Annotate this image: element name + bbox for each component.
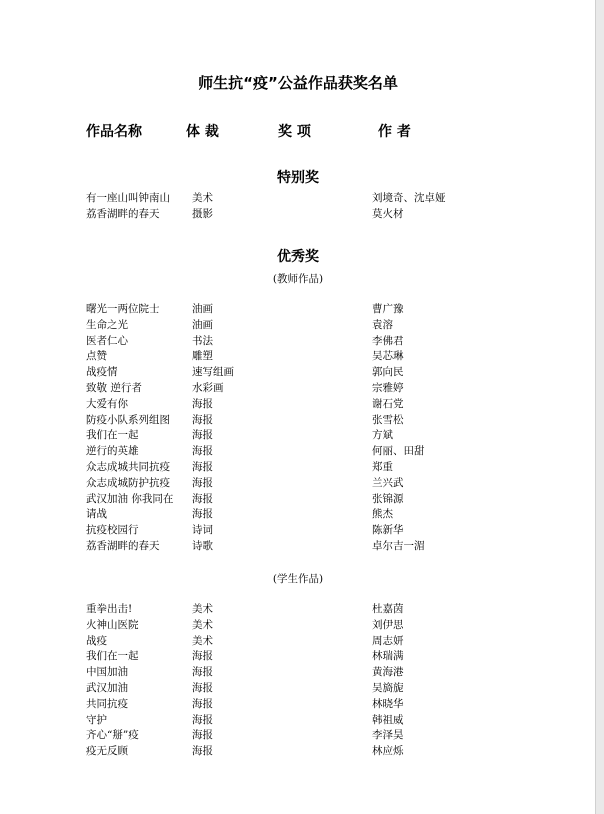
work-title: 致敬 逆行者 — [86, 381, 142, 394]
work-genre: 诗歌 — [192, 539, 213, 552]
work-title: 我们在一起 — [86, 429, 139, 442]
work-title: 请战 — [86, 508, 107, 521]
award-row — [0, 665, 596, 681]
award-row — [0, 318, 596, 334]
award-row — [0, 381, 596, 397]
work-author: 吴旖旎 — [372, 681, 404, 694]
work-author: 郭向民 — [372, 366, 404, 379]
work-author: 周志妍 — [372, 634, 404, 647]
work-author: 熊杰 — [372, 508, 393, 521]
work-genre: 海报 — [192, 460, 213, 473]
work-author: 黄海港 — [372, 666, 404, 679]
work-author: 张锦源 — [372, 492, 404, 505]
work-author: 卓尔吉一湄 — [372, 539, 425, 552]
work-author: 袁溶 — [372, 318, 393, 331]
award-row — [0, 191, 596, 207]
award-row — [0, 302, 596, 318]
award-row — [0, 728, 596, 744]
work-title: 我们在一起 — [86, 650, 139, 663]
award-row — [0, 349, 596, 365]
award-row — [0, 697, 596, 713]
work-title: 火神山医院 — [86, 618, 139, 631]
work-title: 齐心“掰”疫 — [86, 729, 139, 742]
work-author: 刘伊思 — [372, 618, 404, 631]
work-author: 兰兴武 — [372, 476, 404, 489]
award-row — [0, 523, 596, 539]
work-genre: 海报 — [192, 729, 213, 742]
award-row — [0, 413, 596, 429]
work-title: 战疫 — [86, 634, 107, 647]
special-award-heading: 特别奖 — [277, 170, 319, 186]
work-genre: 速写组画 — [192, 366, 234, 379]
work-title: 曙光一两位院士 — [86, 303, 160, 315]
teacher-works-list — [0, 302, 596, 555]
work-genre: 油画 — [192, 318, 213, 331]
work-author: 韩祖威 — [372, 713, 404, 726]
work-title: 中国加油 — [86, 666, 128, 679]
work-genre: 摄影 — [192, 207, 213, 220]
work-genre: 美术 — [192, 618, 213, 631]
work-title: 逆行的英雄 — [86, 445, 139, 458]
work-genre: 海报 — [192, 429, 213, 442]
work-title: 武汉加油 — [86, 681, 128, 694]
award-row — [0, 507, 596, 523]
award-row — [0, 444, 596, 460]
work-genre: 水彩画 — [192, 381, 224, 394]
award-row — [0, 634, 596, 650]
work-title: 守护 — [86, 713, 107, 726]
award-row — [0, 539, 596, 555]
work-genre: 雕塑 — [192, 350, 213, 363]
work-title: 共同抗疫 — [86, 697, 128, 710]
header-author: 作 者 — [378, 124, 411, 140]
work-title: 荔香湖畔的春天 — [86, 539, 160, 552]
header-work: 作品名称 — [86, 124, 142, 140]
award-row — [0, 334, 596, 350]
work-genre: 海报 — [192, 397, 213, 410]
award-row — [0, 476, 596, 492]
work-author: 陈新华 — [372, 524, 404, 537]
work-genre: 书法 — [192, 334, 213, 347]
header-genre: 体 裁 — [186, 124, 219, 140]
work-genre: 美术 — [192, 634, 213, 647]
special-award-list — [0, 191, 596, 223]
work-author: 刘境奇、沈卓娅 — [372, 192, 446, 204]
work-title: 武汉加油 你我同在 — [86, 492, 174, 505]
work-author: 方斌 — [372, 429, 393, 442]
work-genre: 美术 — [192, 192, 213, 204]
work-genre: 海报 — [192, 413, 213, 426]
work-genre: 海报 — [192, 681, 213, 694]
work-author: 李佛君 — [372, 334, 404, 347]
work-author: 林晓华 — [372, 697, 404, 710]
work-author: 林瑞满 — [372, 650, 404, 663]
award-row — [0, 397, 596, 413]
work-title: 医者仁心 — [86, 334, 128, 347]
work-genre: 海报 — [192, 697, 213, 710]
work-title: 有一座山叫钟南山 — [86, 192, 170, 204]
header-award: 奖 项 — [278, 124, 311, 140]
award-row — [0, 744, 596, 760]
work-genre: 海报 — [192, 508, 213, 521]
page-edge — [595, 0, 604, 814]
award-row — [0, 649, 596, 665]
award-row — [0, 460, 596, 476]
award-row — [0, 428, 596, 444]
work-genre: 美术 — [192, 603, 213, 615]
work-genre: 海报 — [192, 476, 213, 489]
work-genre: 海报 — [192, 445, 213, 458]
student-works-list — [0, 602, 596, 760]
award-row — [0, 713, 596, 729]
work-title: 众志成城防护抗疫 — [86, 476, 170, 489]
work-title: 点赞 — [86, 350, 107, 363]
work-author: 宗雅婷 — [372, 381, 404, 394]
award-row — [0, 602, 596, 618]
award-row — [0, 365, 596, 381]
work-title: 抗疫校园行 — [86, 524, 139, 537]
work-title: 疫无反顾 — [86, 745, 128, 758]
work-title: 众志成城共同抗疫 — [86, 460, 170, 473]
work-genre: 诗词 — [192, 524, 213, 537]
work-genre: 海报 — [192, 666, 213, 679]
work-author: 何丽、田甜 — [372, 445, 425, 458]
document-title: 师生抗“疫”公益作品获奖名单 — [198, 74, 398, 92]
student-works-label: (学生作品) — [272, 573, 324, 585]
work-title: 大爱有你 — [86, 397, 128, 410]
work-author: 张雪松 — [372, 413, 404, 426]
work-author: 谢石党 — [372, 397, 404, 410]
work-author: 郑重 — [372, 460, 393, 473]
excellent-award-heading: 优秀奖 — [277, 249, 319, 265]
work-genre: 海报 — [192, 745, 213, 758]
work-title: 荔香湖畔的春天 — [86, 207, 160, 220]
work-author: 吴芯琳 — [372, 350, 404, 363]
work-author: 曹广豫 — [372, 303, 404, 315]
work-author: 莫火材 — [372, 207, 404, 220]
work-author: 李泽昊 — [372, 729, 404, 742]
work-title: 防疫小队系列组图 — [86, 413, 170, 426]
award-row — [0, 207, 596, 223]
work-title: 重拳出击! — [86, 603, 133, 615]
work-author: 杜嘉茵 — [372, 603, 404, 615]
work-genre: 海报 — [192, 713, 213, 726]
work-genre: 油画 — [192, 303, 213, 315]
award-row — [0, 618, 596, 634]
teacher-works-label: (教师作品) — [272, 273, 324, 285]
award-row — [0, 681, 596, 697]
work-genre: 海报 — [192, 650, 213, 663]
work-title: 生命之光 — [86, 318, 128, 331]
award-row — [0, 492, 596, 508]
work-genre: 海报 — [192, 492, 213, 505]
work-author: 林应烁 — [372, 745, 404, 758]
work-title: 战疫情 — [86, 366, 118, 379]
